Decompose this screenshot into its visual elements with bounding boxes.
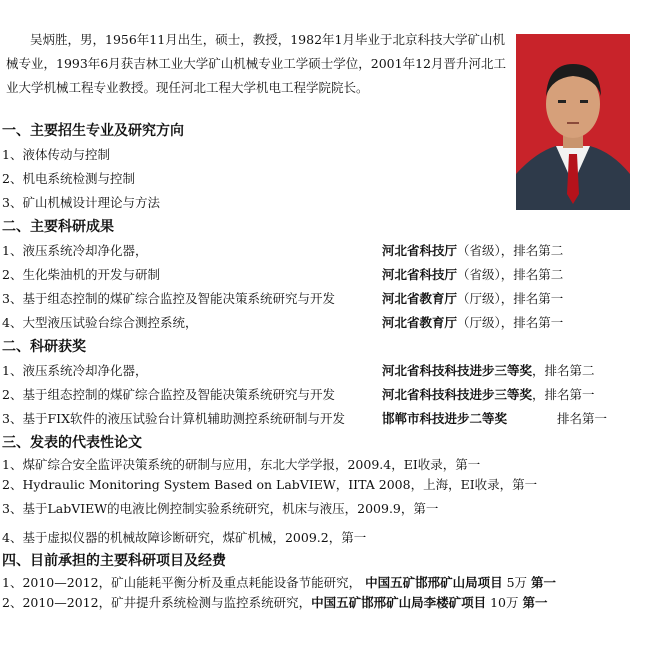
- project-role: 第一: [522, 595, 548, 610]
- project-title: [2, 574, 556, 592]
- result-org-name: 河北省教育厅: [382, 315, 458, 330]
- section-title-research-results: 二、主要科研成果: [2, 219, 114, 235]
- award-org: [382, 362, 595, 380]
- result-title: 1、液压系统冷却净化器，: [2, 243, 148, 258]
- result-org-name: 河北省科技厅: [382, 267, 458, 282]
- project-source: 中国五矿邯邢矿山局李楼矿项目: [311, 595, 487, 610]
- award-title: 1、液压系统冷却净化器，: [2, 363, 148, 378]
- result-title: 4、大型液压试验台综合测控系统，: [2, 315, 198, 330]
- portrait-image: [516, 34, 630, 210]
- section-title-projects: 四、目前承担的主要科研项目及经费: [2, 553, 226, 569]
- result-rank: ，排名第一: [500, 315, 564, 330]
- bio-paragraph: [6, 28, 506, 100]
- project-fund: 5万: [506, 575, 528, 590]
- result-org-name: 河北省教育厅: [382, 291, 458, 306]
- result-rank: ，排名第一: [500, 291, 564, 306]
- project-source: 中国五矿邯邢矿山局项目: [365, 575, 503, 590]
- result-org: [382, 314, 563, 332]
- result-level: （厅级）: [457, 291, 501, 306]
- result-level: （省级）: [457, 243, 501, 258]
- paper-item: 3、基于LabVIEW的电液比例控制实验系统研究，机床与液压，2009.9，第一: [2, 501, 439, 516]
- result-org: [382, 266, 563, 284]
- list-item: 1、液体传动与控制: [2, 147, 110, 162]
- project-text: 1、2010—2012，矿山能耗平衡分析及重点耗能设备节能研究，: [2, 575, 362, 590]
- award-name: 河北省科技科技进步三等奖: [382, 387, 533, 402]
- project-role: 第一: [531, 575, 557, 590]
- paper-item: 4、基于虚拟仪器的机械故障诊断研究，煤矿机械，2009.2，第一: [2, 530, 367, 545]
- result-level: （省级）: [457, 267, 501, 282]
- profile-photo: [516, 34, 630, 210]
- result-org: [382, 242, 563, 260]
- award-name: 邯郸市科技进步二等奖: [382, 411, 508, 426]
- section-title-papers: 三、发表的代表性论文: [2, 435, 142, 451]
- project-text: 2、2010—2012，矿井提升系统检测与监控系统研究，: [2, 595, 312, 610]
- project-title: [2, 594, 547, 612]
- list-item: 3、矿山机械设计理论与方法: [2, 195, 160, 210]
- bio-text: 吴炳胜，男，1956年11月出生，硕士，教授，1982年1月毕业于北京科技大学矿山机械专业，1993年6月获吉林工业大学矿山机械专业工学硕士学位，2001年12月晋升河北工业大学机械工程专业教授。现任河北工程大学机电工程学院院长。: [6, 32, 506, 95]
- result-title: 3、基于组态控制的煤矿综合监控及智能决策系统研究与开发: [2, 291, 335, 306]
- project-fund: 10万: [490, 595, 519, 610]
- result-title: 2、生化柴油机的开发与研制: [2, 267, 160, 282]
- award-name: 河北省科技科技进步三等奖: [382, 363, 533, 378]
- award-title: 2、基于组态控制的煤矿综合监控及智能决策系统研究与开发: [2, 387, 335, 402]
- result-org-name: 河北省科技厅: [382, 243, 458, 258]
- award-org: [382, 410, 507, 428]
- result-rank: ，排名第二: [500, 267, 564, 282]
- paper-item: 2、Hydraulic Monitoring System Based on LabVIEW，IITA 2008，上海，EI收录，第一: [2, 477, 538, 492]
- result-level: （厅级）: [457, 315, 501, 330]
- award-rank: ，排名第一: [532, 387, 595, 402]
- result-rank: ，排名第二: [500, 243, 564, 258]
- paper-item: 1、煤矿综合安全监评决策系统的研制与应用，东北大学学报，2009.4，EI收录，第一: [2, 457, 481, 472]
- award-rank: 排名第一: [557, 411, 608, 426]
- award-title: 3、基于FIX软件的液压试验台计算机辅助测控系统研制与开发: [2, 411, 345, 426]
- section-title-research-directions: 一、主要招生专业及研究方向: [2, 123, 184, 139]
- section-title-awards: 二、科研获奖: [2, 339, 86, 355]
- award-rank: ，排名第二: [532, 363, 595, 378]
- result-org: [382, 290, 563, 308]
- award-org: [382, 386, 595, 404]
- list-item: 2、机电系统检测与控制: [2, 171, 135, 186]
